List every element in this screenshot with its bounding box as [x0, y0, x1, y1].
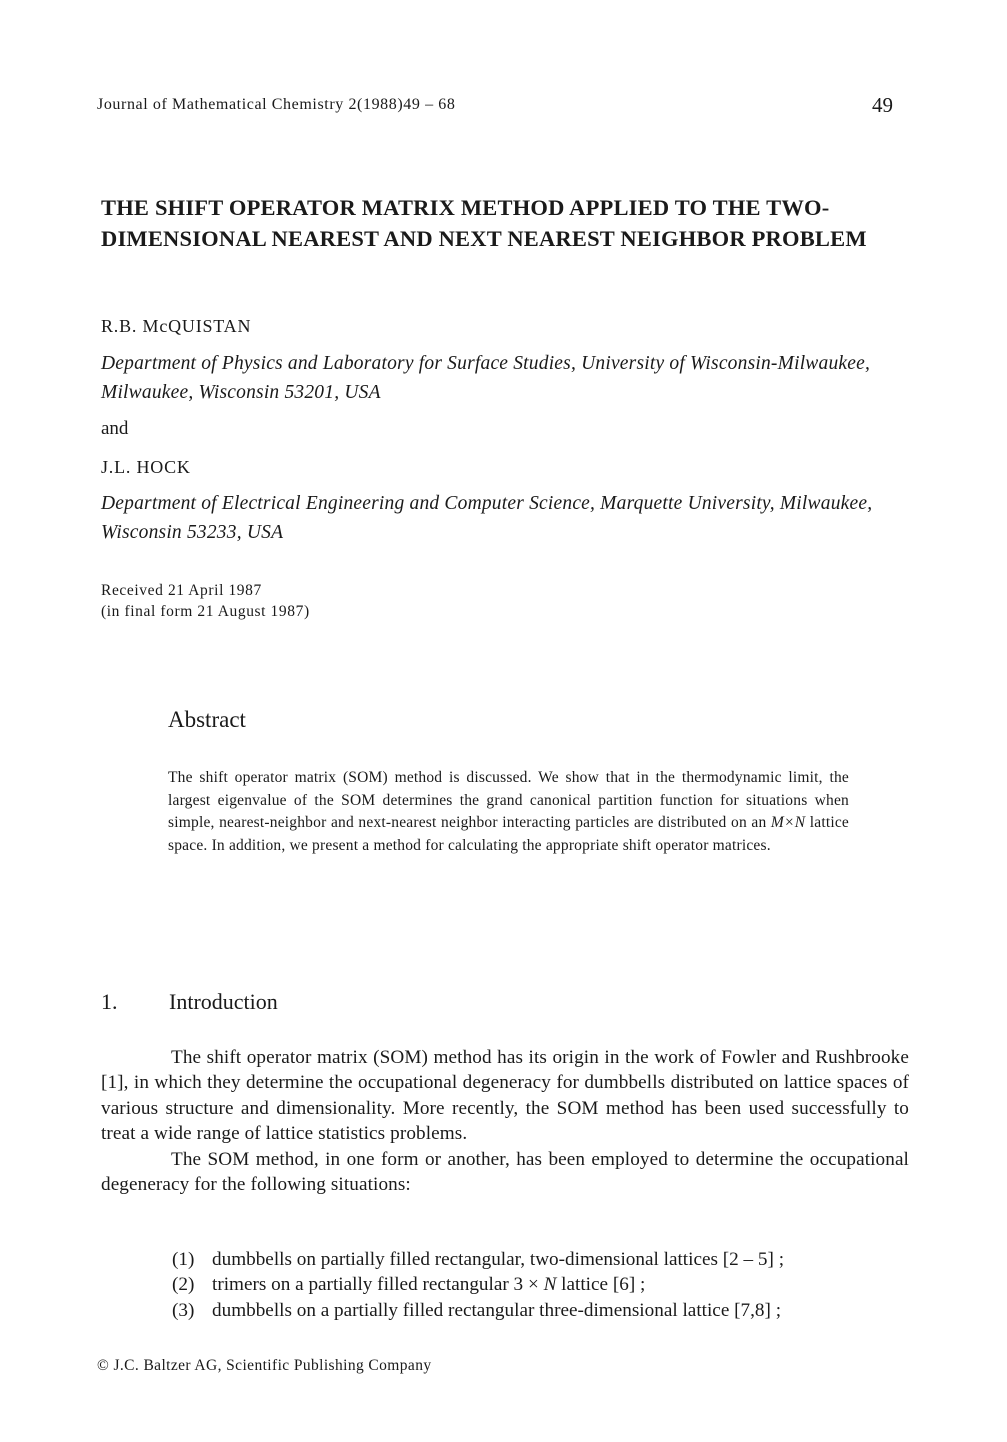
list-item-number: (1): [172, 1249, 195, 1270]
paper-title: THE SHIFT OPERATOR MATRIX METHOD APPLIED TO THE TWO-DIMENSIONAL NEAREST AND NEXT NEAREST NEIGHBOR PROBLEM: [101, 195, 867, 251]
abstract-math-lattice: M×N: [770, 814, 806, 832]
section-title: Introduction: [169, 989, 278, 1014]
list-item-text-tail: lattice [6] ;: [556, 1274, 646, 1296]
author-conjunction: and: [101, 418, 129, 439]
abstract-text-part-2: lattice space. In addition, we present a method for calculating the appropriate shift operator matrices.: [168, 814, 849, 854]
final-form-date: (in final form 21 August 1987): [101, 603, 310, 620]
list-item-text: dumbbells on partially filled rectangular, two-dimensional lattices [2 – 5] ;: [212, 1249, 785, 1270]
list-item-number: (3): [172, 1299, 195, 1321]
author-2-affiliation: Department of Electrical Engineering and Computer Science, Marquette University, Milwaukee, Wisconsin 53233, USA: [101, 493, 873, 543]
copyright-footer: © J.C. Baltzer AG, Scientific Publishing Company: [97, 1357, 432, 1374]
author-2-name: J.L. HOCK: [101, 457, 191, 477]
list-item-text: dumbbells on a partially filled rectangular three-dimensional lattice [7,8] ;: [212, 1299, 782, 1321]
intro-paragraph-2: The SOM method, in one form or another, has been employed to determine the occupational degeneracy for the following situations:: [101, 1148, 909, 1196]
list-item-math: N: [543, 1274, 557, 1296]
list-item-text: trimers on a partially filled rectangular 3 ×: [212, 1274, 544, 1296]
abstract-text: [168, 767, 849, 857]
list-item: [172, 1247, 912, 1272]
abstract-heading: Abstract: [168, 707, 246, 732]
list-item-number: (2): [172, 1274, 195, 1296]
introduction-body: [101, 1045, 909, 1197]
received-date: Received 21 April 1987: [101, 582, 262, 599]
intro-paragraph-1: The shift operator matrix (SOM) method has its origin in the work of Fowler and Rushbrooke [1], in which they determine the occupational degeneracy for dumbbells distributed on lattice spaces of various structure and dimensionality. More recently, the SOM method has been used successfully to treat a wide range of lattice statistics problems.: [101, 1047, 909, 1145]
list-item: [172, 1298, 912, 1323]
situations-list: [172, 1247, 912, 1323]
list-item: [172, 1272, 912, 1297]
section-number: 1.: [101, 989, 118, 1014]
journal-citation: Journal of Mathematical Chemistry 2(1988)49 – 68: [97, 96, 456, 113]
author-1-affiliation: Department of Physics and Laboratory for Surface Studies, University of Wisconsin-Milwaukee, Milwaukee, Wisconsin 53201, USA: [101, 353, 871, 403]
page-number: 49: [872, 93, 893, 117]
abstract-text-part-1: The shift operator matrix (SOM) method is discussed. We show that in the thermodynamic limit, the largest eigenvalue of the SOM determines the grand canonical partition function for situations when simple, nearest-neighbor and next-nearest neighbor interacting particles are distributed on an: [168, 769, 849, 832]
author-1-name: R.B. McQUISTAN: [101, 316, 252, 336]
submission-dates: [101, 580, 310, 622]
